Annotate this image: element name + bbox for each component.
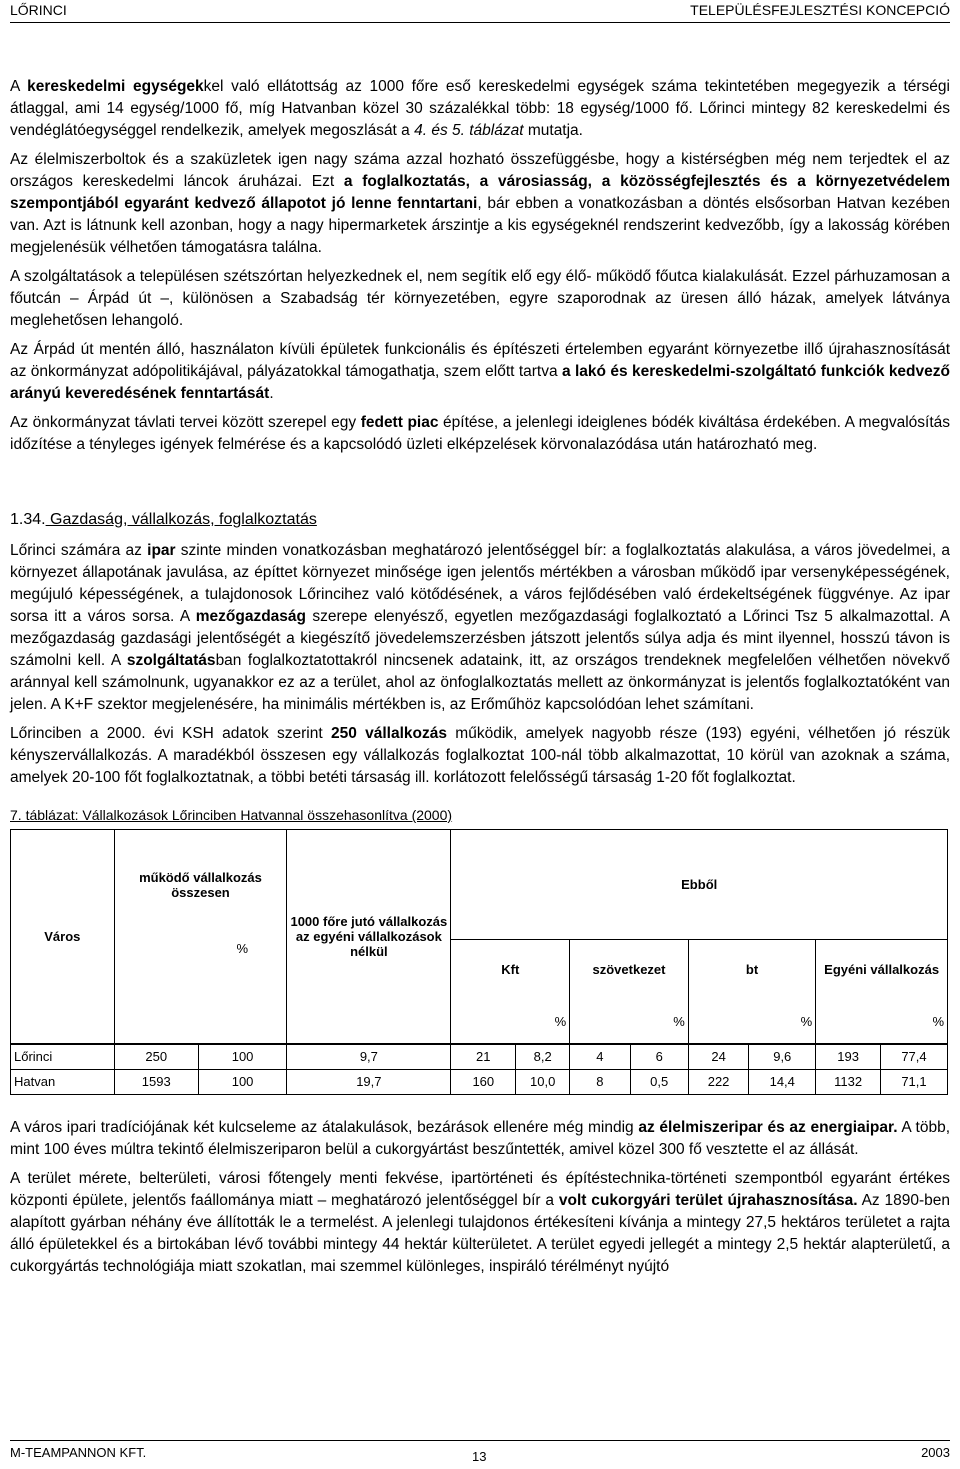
page-footer	[10, 1440, 950, 1465]
header-percent: %	[816, 1000, 948, 1044]
text-run: Az Árpád út mentén álló, használaton kívüli épületek funkcionális és építészeti értelemben egyaránt környezetbe illő újrahasznosítását az önkormányzat adópolitikájával, pályázatokkal támogathatja, szem előtt tartva	[10, 341, 950, 380]
text-run: kel való ellátottság az 1000 főre eső kereskedelmi egységek száma tekintetében megegyezik a térségi átlaggal, ami 14 egység/1000 fő, míg Hatvanban közel 30 százalékkal több: 18 egység/1000 fő. Lőrinci mintegy 82 kereskedelmi és vendéglátóegységgel rendelkezik, amelyek megoszlását a	[10, 78, 950, 139]
bold-run: kereskedelmi egységek	[27, 78, 204, 95]
text-run: mutatja.	[523, 122, 583, 139]
table-cell: 4	[570, 1044, 630, 1070]
header-percent: %	[688, 1000, 815, 1044]
table-cell: 10,0	[516, 1069, 570, 1094]
header-right: TELEPÜLÉSFEJLESZTÉSI KONCEPCIÓ	[690, 2, 950, 18]
table-cell: 1593	[114, 1069, 198, 1094]
text-run: ban foglalkoztatottakról nincsenek adataink, itt, az országos trendeknek megfelelően vélhetően növekvő aránnyal kell számolnunk, ugyanakkor ez az a terület, ahol az önfoglalkoztatás mellett az önkormányzat is jelentős foglalkoztatóként van jelen. A K+F szektor megjelenésére, ha minimális mértékben is, az Erőműhöz kapcsolódóan lehet számítani.	[10, 652, 950, 713]
text-run: Lőrinciben a 2000. évi KSH adatok szerint	[10, 725, 331, 742]
table-row	[11, 1069, 948, 1094]
header-blank	[114, 1000, 287, 1044]
text-run: működik, amelyek nagyobb része (193) egyéni, vélhetően jó részük kényszervállalkozás. A maradékból összesen egy vállalkozás foglalkoztat 100-nál több alkalmazottat, 10 körül van azoknak a száma, amelyek 20-100 főt foglalkoztatnak, a többi betéti társaság ill. korlátozott felelősségű társaság 1-20 főt foglalkoztat.	[10, 725, 950, 786]
bold-run: szolgáltatás	[126, 652, 216, 669]
header-left: LŐRINCI	[10, 2, 67, 18]
table-cell: 8	[570, 1069, 630, 1094]
header-percent: %	[570, 1000, 689, 1044]
text-run: szerepe elenyésző, egyetlen mezőgazdasági foglalkoztató a Lőrinci Tsz 5 alkalmazottal. A mezőgazdaság gazdasági jelentőségét a kiegészítő jövedelemszerzésben játszott jelentős súlya adja és mint ilyennel, hosszú távon is számolni kell. A	[10, 608, 950, 669]
paragraph-services: A szolgáltatások a településen szétszórtan helyezkednek el, nem segítik elő egy élő- működő főutca kialakulását. Ezzel párhuzamosan a főutcán – Árpád út –, különösen a Szabadság tér környezetében, egyre szaporodnak az üresen álló házak, amelyek látványa meglehetősen lehangoló.	[10, 268, 950, 329]
header-ebbol: Ebből	[451, 830, 948, 940]
paragraph-market	[10, 412, 950, 456]
table-cell: 100	[198, 1044, 287, 1070]
table-cell: 250	[114, 1044, 198, 1070]
page-header	[10, 0, 950, 23]
table-cell: 77,4	[880, 1044, 947, 1070]
header-blank	[114, 940, 198, 1000]
enterprise-table	[10, 829, 948, 1095]
table-cell: 24	[688, 1044, 748, 1070]
section-title: Gazdaság, vállalkozás, foglalkoztatás	[45, 511, 317, 528]
table-cell: 9,6	[749, 1044, 816, 1070]
table-cell: 160	[451, 1069, 516, 1094]
paragraph-food-industry	[10, 1117, 950, 1161]
header-kft: Kft	[451, 940, 570, 1000]
header-percent: %	[451, 1000, 570, 1044]
table-row	[11, 1044, 948, 1070]
paragraph-retail	[10, 76, 950, 142]
text-run: szinte minden vonatkozásban meghatározó jelentőséggel bír: a foglalkoztatás alakulása, a város jövedelmei, a környezet állapotának javulása, az építtet környezet minősége igen jelentős mértékben a városban működő ipar versenyképességének, megújuló képességének, a tulajdonosok Lőrincihez való kötődésének, a város fejlődésében való érdekeltségének függvénye. Az ipar sorsa itt a város sorsa. A	[10, 542, 950, 625]
paragraph-enterprises	[10, 723, 950, 789]
table-cell: Hatvan	[11, 1069, 115, 1094]
table-cell: 19,7	[287, 1069, 451, 1094]
table-cell: 100	[198, 1069, 287, 1094]
table-cell: 193	[816, 1044, 881, 1070]
bold-run: fedett piac	[360, 414, 439, 431]
bold-run: 250 vállalkozás	[330, 725, 447, 742]
header-total-enterprises: működő vállalkozás összesen	[114, 830, 287, 940]
table-cell: 6	[630, 1044, 688, 1070]
italic-run: 4. és 5. táblázat	[414, 122, 524, 139]
header-bt: bt	[688, 940, 815, 1000]
header-individual: Egyéni vállalkozás	[816, 940, 948, 1000]
header-percent: %	[198, 940, 287, 1000]
text-run: Lőrinci számára az	[10, 542, 148, 559]
paragraph-arpad-ut	[10, 339, 950, 405]
header-cooperative: szövetkezet	[570, 940, 689, 1000]
text-run: A több, mint 100 éves múltra tekintő élelmiszeriparon belül a cukorgyártást beszűntették, amivel közel 300 fő vesztette el az állását.	[10, 1118, 950, 1158]
table-cell: 9,7	[287, 1044, 451, 1070]
text-run: Az 1890-ben alapított gyárban néhány éve állították le a termelést. A jelenlegi tulajdonos értékesíteni kívánja a mintegy 27,5 hektáros területet a rajta álló épületekkel és a birtokában lévő további mintegy 44 hektár külterületet. A terület egyedi jellegét a mintegy 2,5 hektár alapterületű, a cukorgyártás technológiája miatt szokatlan, mai szemmel különleges, inspiráló térélményt nyújtó	[10, 1191, 950, 1275]
table-cell: 0,5	[630, 1069, 688, 1094]
header-per-1000: 1000 főre jutó vállalkozás az egyéni vállalkozások nélkül	[287, 830, 451, 1044]
table-cell: 71,1	[880, 1069, 947, 1094]
bold-run: ipar	[147, 542, 176, 559]
text-run: A terület mérete, belterületi, városi főtengely menti fekvése, ipartörténeti és építéstechnika-történeti szempontból egyaránt értékes központi épülete, jelentős faállománya miatt – meghatározó jelentőséggel bír a	[10, 1169, 950, 1209]
bold-run: a foglalkoztatás, a városiasság, a közösségfejlesztés és a környezetvédelem szempontjából egyaránt kedvező állapotot jó lenne fenntartani	[10, 173, 950, 212]
text-run: , bár ebben a vonatkozásban a döntés elsősorban Hatvan kezében van. Azt is látnunk kell azonban, hogy a nagy hipermarketek árszintje a kis egységeknél rendszerint kedvezőbb, így a lakosság körében megjelenésük vélhetően támogatásra találna.	[10, 195, 951, 256]
table-cell: 14,4	[749, 1069, 816, 1094]
footer-company: M-TEAMPANNON KFT.	[10, 1445, 147, 1460]
text-run: építése, a jelenlegi ideiglenes bódék kiváltása érdekében. A megvalósítás időzítése a tényleges igények felmérése és a kapcsolódó üzleti elképzelések körvonalazódása után határozható meg.	[10, 414, 950, 453]
header-city: Város	[11, 830, 115, 1044]
table-cell: Lőrinci	[11, 1044, 115, 1070]
paragraph-sugar-factory	[10, 1168, 950, 1278]
page-content	[10, 76, 950, 1285]
text-run: A	[10, 78, 28, 95]
paragraph-industry	[10, 540, 950, 716]
bold-run: a lakó és kereskedelmi-szolgáltató funkciók kedvező arányú keveredésének fenntartását	[10, 363, 950, 402]
footer-year: 2003	[921, 1445, 950, 1460]
table-caption: 7. táblázat: Vállalkozások Lőrinciben Hatvannal összehasonlítva (2000)	[10, 807, 453, 823]
table-cell: 1132	[816, 1069, 881, 1094]
page-number: 13	[472, 1449, 487, 1464]
text-run: Az élelmiszerboltok és a szaküzletek igen nagy száma azzal hozható összefüggésbe, hogy a kistérségben még nem terjedtek el az országos kereskedelmi láncok áruházai. Ezt	[10, 151, 950, 190]
text-run: Az önkormányzat távlati tervei között szerepel egy	[10, 414, 361, 431]
paragraph-grocery	[10, 149, 950, 259]
bold-run: volt cukorgyári terület újrahasznosítása.	[558, 1191, 858, 1209]
section-heading	[10, 508, 950, 532]
text-run: .	[269, 385, 274, 402]
text-run: A város ipari tradíciójának két kulcseleme az átalakulások, bezárások ellenére még mindig	[10, 1118, 639, 1136]
table-cell: 8,2	[516, 1044, 570, 1070]
table-cell: 21	[451, 1044, 516, 1070]
bold-run: az élelmiszeripar és az energiaipar.	[638, 1118, 898, 1136]
table-cell: 222	[688, 1069, 748, 1094]
section-number: 1.34.	[10, 511, 46, 528]
bold-run: mezőgazdaság	[195, 608, 306, 625]
